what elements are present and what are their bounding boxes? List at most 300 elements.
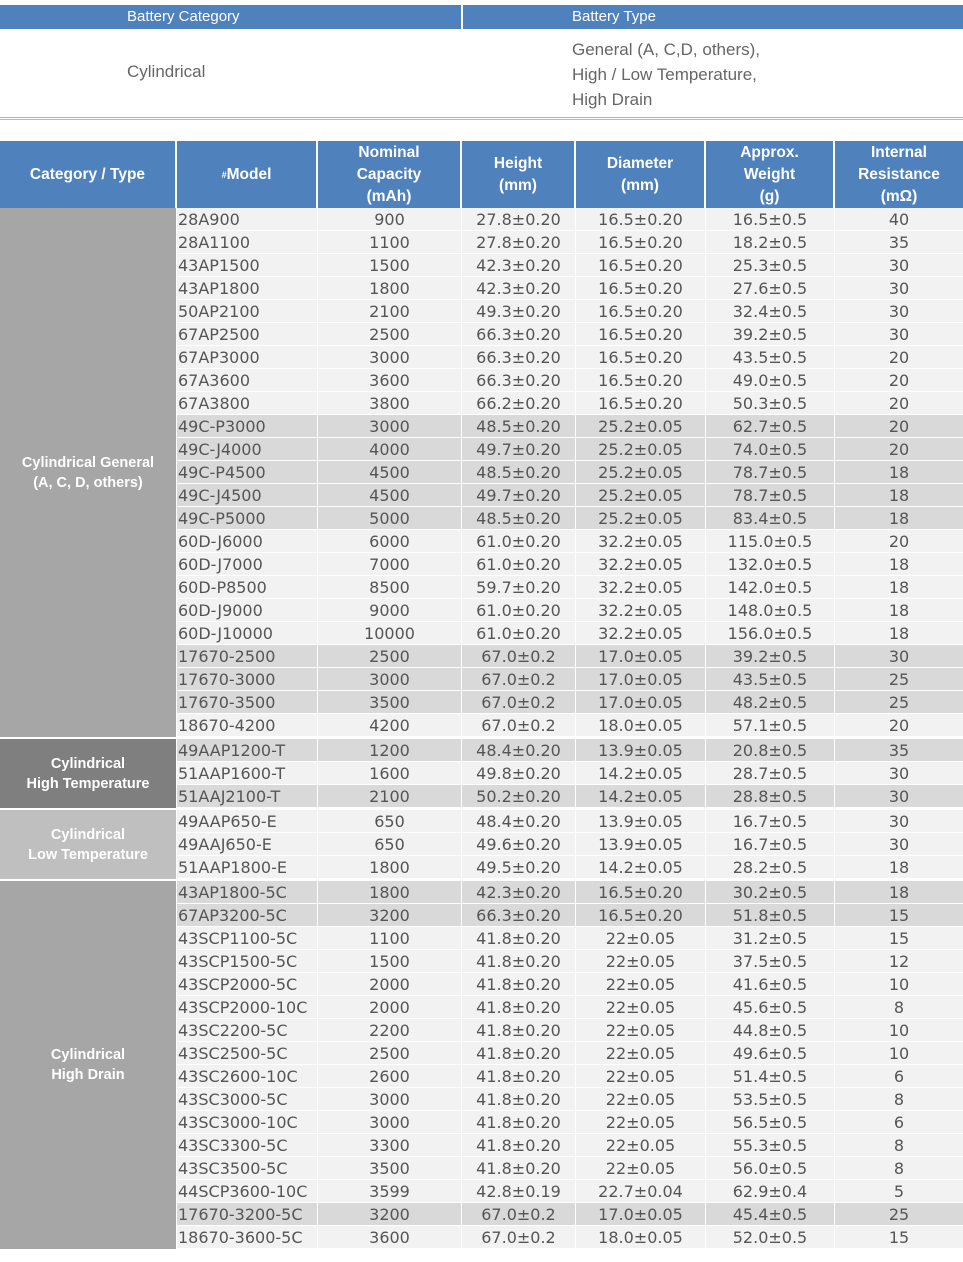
cell-resistance: 15 [888,929,910,948]
cell-resistance: 10 [888,975,910,994]
cell-height: 41.8±0.20 [462,1111,576,1133]
cell-model: 49AAP1200-T [177,739,318,761]
cell-resistance: 18 [888,578,910,597]
cell-model: 43SCP1100-5C [177,927,318,949]
cell-weight: 49.0±0.5 [706,369,835,391]
cell-weight: 16.5±0.5 [706,208,835,230]
cell-height: 27.8±0.20 [462,208,576,230]
cell-resistance: 35 [888,233,910,252]
cell-diameter: 32.2±0.05 [576,599,706,621]
cell-capacity: 5000 [318,507,462,529]
table-row [177,714,963,737]
cell-model: 49C-J4000 [177,438,318,460]
cell-weight: 78.7±0.5 [706,461,835,483]
header-capacity: Nominal Capacity (mAh) [318,141,462,208]
cell-height: 66.3±0.20 [462,346,576,368]
cell-diameter: 16.5±0.20 [576,323,706,345]
cell-diameter: 16.5±0.20 [576,208,706,230]
cell-capacity: 2000 [318,996,462,1018]
cell-resistance: 10 [888,1044,910,1063]
cell-height: 61.0±0.20 [462,530,576,552]
cell-weight: 62.7±0.5 [706,415,835,437]
cell-diameter: 22±0.05 [576,1134,706,1156]
cell-resistance: 20 [888,440,910,459]
cell-resistance: 20 [888,417,910,436]
table-row [177,996,963,1019]
cell-resistance: 15 [888,906,910,925]
table-row [177,254,963,277]
table-row [177,762,963,785]
table-row [177,691,963,714]
cell-height: 42.3±0.20 [462,254,576,276]
cell-capacity: 2100 [318,785,462,807]
header-model [177,141,318,208]
cell-resistance: 18 [888,486,910,505]
table-row [177,231,963,254]
cell-height: 67.0±0.2 [462,1226,576,1248]
cell-model: 51AAP1800-E [177,856,318,878]
cell-resistance: 20 [888,716,910,735]
cell-model: 43SC3500-5C [177,1157,318,1179]
cell-weight: 31.2±0.5 [706,927,835,949]
cell-diameter: 22±0.05 [576,927,706,949]
category-group-rows [177,810,963,879]
cell-capacity: 2100 [318,300,462,322]
cell-model: 51AAP1600-T [177,762,318,784]
cell-capacity: 3300 [318,1134,462,1156]
cell-resistance: 25 [888,693,910,712]
cell-height: 41.8±0.20 [462,1134,576,1156]
table-row [177,300,963,323]
cell-diameter: 25.2±0.05 [576,484,706,506]
cell-capacity: 2200 [318,1019,462,1041]
cell-capacity: 3200 [318,1203,462,1225]
cell-capacity: 3000 [318,1088,462,1110]
cell-height: 67.0±0.2 [462,714,576,736]
cell-capacity: 9000 [318,599,462,621]
cell-weight: 53.5±0.5 [706,1088,835,1110]
cell-model: 60D-J6000 [177,530,318,552]
cell-resistance: 35 [888,741,910,760]
cell-weight: 32.4±0.5 [706,300,835,322]
cell-model: 67A3600 [177,369,318,391]
cell-diameter: 16.5±0.20 [576,277,706,299]
cell-weight: 74.0±0.5 [706,438,835,460]
cell-capacity: 10000 [318,622,462,644]
cell-capacity: 2500 [318,323,462,345]
summary-type-line: High / Low Temperature, [572,65,757,84]
cell-model: 18670-4200 [177,714,318,736]
cell-diameter: 32.2±0.05 [576,622,706,644]
cell-height: 48.4±0.20 [462,810,576,832]
table-row [177,461,963,484]
table-row [177,810,963,833]
cell-resistance: 30 [888,279,910,298]
cell-height: 67.0±0.2 [462,645,576,667]
cell-height: 41.8±0.20 [462,1157,576,1179]
cell-diameter: 13.9±0.05 [576,739,706,761]
table-row [177,484,963,507]
table-row [177,645,963,668]
cell-resistance: 18 [888,883,910,902]
cell-diameter: 22.7±0.04 [576,1180,706,1202]
cell-weight: 44.8±0.5 [706,1019,835,1041]
cell-capacity: 3000 [318,668,462,690]
cell-weight: 50.3±0.5 [706,392,835,414]
cell-height: 67.0±0.2 [462,691,576,713]
cell-capacity: 1200 [318,739,462,761]
cell-capacity: 4500 [318,461,462,483]
category-group-label: Cylindrical General (A, C, D, others) [0,208,177,737]
cell-height: 41.8±0.20 [462,996,576,1018]
table-row [177,973,963,996]
cell-diameter: 17.0±0.05 [576,645,706,667]
cell-diameter: 13.9±0.05 [576,833,706,855]
cell-model: 44SCP3600-10C [177,1180,318,1202]
cell-height: 41.8±0.20 [462,950,576,972]
summary-header-row [0,5,963,29]
cell-resistance: 20 [888,371,910,390]
cell-resistance: 30 [888,764,910,783]
cell-weight: 156.0±0.5 [706,622,835,644]
cell-height: 41.8±0.20 [462,1042,576,1064]
cell-resistance: 10 [888,1021,910,1040]
cell-diameter: 14.2±0.05 [576,762,706,784]
cell-model: 51AAJ2100-T [177,785,318,807]
summary-category-value: Cylindrical [127,62,206,81]
table-row [177,622,963,645]
table-row [177,576,963,599]
cell-resistance: 15 [888,1228,910,1247]
cell-resistance: 30 [888,256,910,275]
cell-capacity: 4500 [318,484,462,506]
category-group [0,879,963,1249]
cell-diameter: 22±0.05 [576,973,706,995]
summary-type-values [572,37,760,112]
cell-height: 48.4±0.20 [462,739,576,761]
summary-body-row [0,29,963,118]
cell-weight: 18.2±0.5 [706,231,835,253]
cell-resistance: 18 [888,509,910,528]
cell-capacity: 1800 [318,856,462,878]
cell-height: 48.5±0.20 [462,507,576,529]
cell-height: 49.8±0.20 [462,762,576,784]
cell-model: 49C-P4500 [177,461,318,483]
table-row [177,438,963,461]
table-row [177,1180,963,1203]
cell-resistance: 20 [888,394,910,413]
table-row [177,1111,963,1134]
table-row [177,1065,963,1088]
header-diameter: Diameter (mm) [576,141,706,208]
cell-model: 43SC3000-5C [177,1088,318,1110]
cell-model: 49C-P3000 [177,415,318,437]
category-group-rows [177,208,963,737]
cell-model: 43SCP1500-5C [177,950,318,972]
cell-diameter: 22±0.05 [576,1111,706,1133]
table-row [177,881,963,904]
cell-capacity: 6000 [318,530,462,552]
cell-model: 49AAP650-E [177,810,318,832]
cell-diameter: 22±0.05 [576,1157,706,1179]
cell-diameter: 16.5±0.20 [576,369,706,391]
cell-resistance: 30 [888,835,910,854]
cell-height: 61.0±0.20 [462,599,576,621]
cell-weight: 142.0±0.5 [706,576,835,598]
cell-model: 60D-J9000 [177,599,318,621]
cell-height: 41.8±0.20 [462,1088,576,1110]
cell-weight: 43.5±0.5 [706,668,835,690]
cell-resistance: 30 [888,812,910,831]
cell-capacity: 900 [318,208,462,230]
cell-capacity: 8500 [318,576,462,598]
cell-diameter: 17.0±0.05 [576,668,706,690]
cell-capacity: 2600 [318,1065,462,1087]
cell-capacity: 1800 [318,881,462,903]
cell-height: 49.5±0.20 [462,856,576,878]
cell-model: 17670-3000 [177,668,318,690]
cell-model: 67A3800 [177,392,318,414]
cell-diameter: 13.9±0.05 [576,810,706,832]
cell-weight: 115.0±0.5 [706,530,835,552]
cell-model: 43SC2600-10C [177,1065,318,1087]
table-row [177,1226,963,1249]
cell-diameter: 25.2±0.05 [576,461,706,483]
table-row [177,277,963,300]
cell-model: 60D-J10000 [177,622,318,644]
cell-capacity: 1600 [318,762,462,784]
cell-diameter: 16.5±0.20 [576,346,706,368]
cell-diameter: 16.5±0.20 [576,231,706,253]
cell-model: 67AP3000 [177,346,318,368]
cell-weight: 28.7±0.5 [706,762,835,784]
cell-height: 42.3±0.20 [462,881,576,903]
cell-height: 41.8±0.20 [462,927,576,949]
table-row [177,1157,963,1180]
cell-diameter: 14.2±0.05 [576,856,706,878]
cell-weight: 52.0±0.5 [706,1226,835,1248]
cell-diameter: 16.5±0.20 [576,904,706,926]
header-model-sup: # [221,169,227,180]
cell-height: 59.7±0.20 [462,576,576,598]
cell-capacity: 3000 [318,415,462,437]
cell-capacity: 3200 [318,904,462,926]
cell-weight: 45.4±0.5 [706,1203,835,1225]
cell-diameter: 22±0.05 [576,1065,706,1087]
cell-capacity: 1100 [318,231,462,253]
cell-model: 43AP1800-5C [177,881,318,903]
header-height: Height (mm) [462,141,576,208]
cell-resistance: 6 [893,1113,905,1132]
cell-height: 66.2±0.20 [462,392,576,414]
cell-capacity: 3500 [318,691,462,713]
category-group-rows [177,739,963,808]
cell-model: 18670-3600-5C [177,1226,318,1248]
battery-summary-table [0,5,963,118]
cell-model: 17670-2500 [177,645,318,667]
cell-resistance: 20 [888,532,910,551]
cell-height: 67.0±0.2 [462,1203,576,1225]
cell-diameter: 16.5±0.20 [576,300,706,322]
cell-capacity: 3600 [318,1226,462,1248]
cell-diameter: 16.5±0.20 [576,254,706,276]
cell-weight: 20.8±0.5 [706,739,835,761]
cell-capacity: 2000 [318,973,462,995]
cell-weight: 51.4±0.5 [706,1065,835,1087]
table-row [177,507,963,530]
table-row [177,599,963,622]
table-row [177,904,963,927]
cell-height: 42.3±0.20 [462,277,576,299]
cell-height: 66.3±0.20 [462,369,576,391]
cell-weight: 55.3±0.5 [706,1134,835,1156]
cell-height: 67.0±0.2 [462,668,576,690]
cell-weight: 45.6±0.5 [706,996,835,1018]
cell-weight: 78.7±0.5 [706,484,835,506]
table-row [177,1019,963,1042]
cell-capacity: 3800 [318,392,462,414]
cell-resistance: 8 [893,998,905,1017]
table-row [177,530,963,553]
header-model-label: Model [226,165,272,183]
cell-weight: 41.6±0.5 [706,973,835,995]
category-group-label: Cylindrical High Temperature [0,739,177,808]
cell-weight: 132.0±0.5 [706,553,835,575]
table-row [177,785,963,808]
cell-weight: 25.3±0.5 [706,254,835,276]
cell-model: 28A1100 [177,231,318,253]
cell-model: 43SC3300-5C [177,1134,318,1156]
table-row [177,856,963,879]
table-row [177,369,963,392]
cell-resistance: 12 [888,952,910,971]
cell-diameter: 16.5±0.20 [576,881,706,903]
table-row [177,323,963,346]
cell-model: 49AAJ650-E [177,833,318,855]
category-group [0,808,963,879]
cell-height: 49.6±0.20 [462,833,576,855]
cell-weight: 57.1±0.5 [706,714,835,736]
cell-resistance: 8 [893,1090,905,1109]
cell-model: 28A900 [177,208,318,230]
table-row [177,1042,963,1065]
cell-capacity: 1500 [318,950,462,972]
cell-capacity: 3599 [318,1180,462,1202]
cell-weight: 28.8±0.5 [706,785,835,807]
cell-diameter: 17.0±0.05 [576,691,706,713]
cell-capacity: 3600 [318,369,462,391]
cell-capacity: 4000 [318,438,462,460]
cell-height: 61.0±0.20 [462,622,576,644]
cell-diameter: 32.2±0.05 [576,530,706,552]
table-row [177,1088,963,1111]
table-row [177,927,963,950]
cell-diameter: 32.2±0.05 [576,553,706,575]
cell-capacity: 2500 [318,1042,462,1064]
cell-resistance: 8 [893,1136,905,1155]
cell-model: 43SC3000-10C [177,1111,318,1133]
cell-height: 66.3±0.20 [462,904,576,926]
cell-capacity: 3500 [318,1157,462,1179]
cell-height: 48.5±0.20 [462,461,576,483]
cell-model: 60D-P8500 [177,576,318,598]
cell-resistance: 25 [888,670,910,689]
cell-height: 48.5±0.20 [462,415,576,437]
table-row [177,346,963,369]
category-group [0,208,963,737]
cell-weight: 16.7±0.5 [706,833,835,855]
summary-type-line: General (A, C,D, others), [572,40,761,59]
cell-diameter: 22±0.05 [576,1019,706,1041]
cell-capacity: 1800 [318,277,462,299]
cell-resistance: 30 [888,647,910,666]
spec-table-body [0,208,963,1249]
cell-diameter: 25.2±0.05 [576,507,706,529]
cell-weight: 62.9±0.4 [706,1180,835,1202]
category-group-label: Cylindrical High Drain [0,881,177,1249]
table-row [177,668,963,691]
cell-capacity: 650 [318,833,462,855]
cell-diameter: 22±0.05 [576,996,706,1018]
cell-weight: 27.6±0.5 [706,277,835,299]
table-row [177,833,963,856]
table-row [177,392,963,415]
cell-weight: 56.0±0.5 [706,1157,835,1179]
cell-height: 61.0±0.20 [462,553,576,575]
cell-model: 67AP2500 [177,323,318,345]
summary-header-category: Battery Category [0,5,461,29]
cell-capacity: 3000 [318,1111,462,1133]
cell-capacity: 3000 [318,346,462,368]
cell-height: 42.8±0.19 [462,1180,576,1202]
table-row [177,1134,963,1157]
cell-resistance: 40 [888,210,910,229]
cell-model: 17670-3500 [177,691,318,713]
category-group-rows [177,881,963,1249]
cell-capacity: 1500 [318,254,462,276]
cell-height: 49.7±0.20 [462,484,576,506]
cell-resistance: 20 [888,348,910,367]
cell-model: 67AP3200-5C [177,904,318,926]
cell-height: 41.8±0.20 [462,1065,576,1087]
cell-capacity: 650 [318,810,462,832]
cell-resistance: 18 [888,463,910,482]
cell-resistance: 18 [888,601,910,620]
cell-capacity: 1100 [318,927,462,949]
category-group [0,737,963,808]
cell-model: 43SC2500-5C [177,1042,318,1064]
cell-height: 41.8±0.20 [462,973,576,995]
cell-weight: 48.2±0.5 [706,691,835,713]
cell-weight: 28.2±0.5 [706,856,835,878]
table-row [177,950,963,973]
cell-height: 50.2±0.20 [462,785,576,807]
cell-diameter: 17.0±0.05 [576,1203,706,1225]
cell-capacity: 4200 [318,714,462,736]
cell-diameter: 22±0.05 [576,950,706,972]
cell-weight: 51.8±0.5 [706,904,835,926]
cell-capacity: 7000 [318,553,462,575]
cell-weight: 39.2±0.5 [706,645,835,667]
battery-spec-table [0,141,963,1249]
cell-model: 60D-J7000 [177,553,318,575]
cell-height: 66.3±0.20 [462,323,576,345]
cell-model: 43AP1500 [177,254,318,276]
header-category-type: Category / Type [0,141,177,208]
cell-resistance: 18 [888,858,910,877]
cell-resistance: 18 [888,555,910,574]
cell-weight: 56.5±0.5 [706,1111,835,1133]
